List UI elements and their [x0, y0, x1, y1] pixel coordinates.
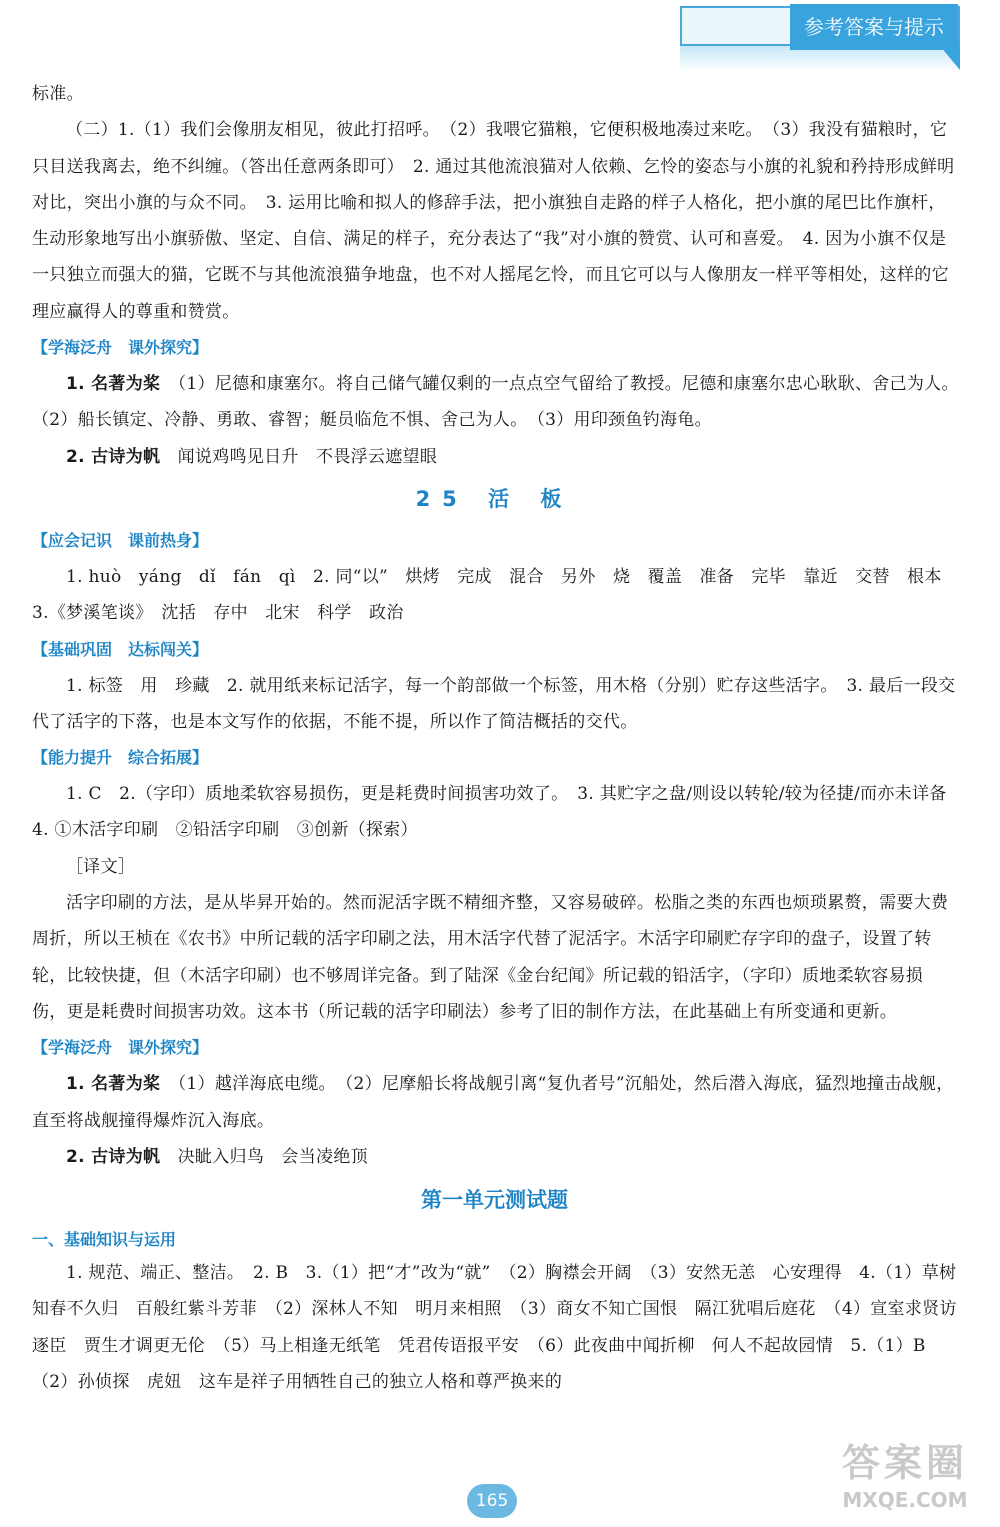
item-text: 闻说鸡鸣见日升 不畏浮云遮望眼 — [177, 446, 438, 467]
section-heading: 【应会记识 课前热身】 — [32, 530, 209, 550]
text-paragraph: 活字印刷的方法，是从毕昇开始的。然而泥活字既不精细齐整，又容易破碎。松脂之类的东西也烦琐累赘，需要大费周折，所以王桢在《农书》中所记载的活字印刷之法，用木活字代替了泥活字。木活字印刷贮存字印的盘子，设置了转轮，比较快捷，但（木活字印刷）也不够周详完备。到了陆深《金台纪闻》所记载的铅活字，（字印）质地柔软容易损伤，更是耗费时间损害功效。这本书（所记载的活字印刷法）参考了旧的制作方法，在此基础上有所变通和更新。 — [32, 893, 949, 1022]
item-label: 2. 古诗为帆 — [66, 446, 161, 467]
text-paragraph: 1. huò yáng dǐ fán qì 2. 同“以” 烘烤 完成 混合 另外 烧 覆盖 准备 完毕 靠近 交替 根本 3.《梦溪笔谈》 沈括 存中 北宋 科学 政治 — [32, 566, 959, 624]
section-heading: 【基础巩固 达标闯关】 — [32, 639, 209, 659]
watermark-bottom: MXQE.COM — [842, 1488, 968, 1512]
text-paragraph: （二）1.（1）我们会像朋友相见，彼此打招呼。 （2）我喂它猫粮，它便积极地凑过来吃。 （3）我没有猫粮时，它只目送我离去，绝不纠缠。（答出任意两条即可） 2. 通过其他流浪猫对人依赖、乞怜的姿态与小旗的礼貌和矜持形成鲜明对比，突出小旗的与众不同。 3. 运用比喻和拟人的修辞手法，把小旗独自走路的样子人格化，把小旗的尾巴比作旗杆，生动形象地写出小旗骄傲、坚定、自信、满足的样子，充分表达了“我”对小旗的赞赏、认可和喜爱。 4. 因为小旗不仅是一只独立而强大的猫，它既不与其他流浪猫争地盘，也不对人摇尾乞怜，而且它可以与人像朋友一样平等相处，这样的它理应赢得人的尊重和赞赏。 — [32, 120, 955, 322]
item-label: 1. 名著为桨 — [66, 1074, 161, 1095]
text-paragraph: 1. 规范、端正、整洁。 2. B 3.（1）把“才”改为“就” （2）胸襟会开阔 （3）安然无恙 心安理得 4.（1）草树知春不久归 百般红紫斗芳菲 （2）深林人不知 明月来相照 （3）商女不知亡国恨 隔江犹唱后庭花 （4）宣室求贤访逐臣 贾生才调更无伦 （5）马上相逢无纸笔 凭君传语报平安 （6）此夜曲中闻折柳 何人不起故园情 5.（1）B （2）孙侦探 虎妞 这车是祥子用牺牲自己的独立人格和尊严换来的 — [32, 1263, 957, 1393]
text-paragraph: 1. 标签 用 珍藏 2. 就用纸来标记活字，每一个韵部做一个标签，用木格（分别）贮存这些活字。 3. 最后一段交代了活字的下落，也是本文写作的依据，不能不提，所以作了简洁概括的交代。 — [32, 675, 956, 732]
answer-content — [32, 76, 968, 1400]
text-paragraph — [32, 1066, 957, 1139]
text-line: 标准。 — [32, 84, 84, 104]
unit-test-title: 第一单元测试题 — [421, 1188, 568, 1213]
item-text: 决眦入归鸟 会当凌绝顶 — [177, 1146, 368, 1167]
watermark-top: 答案圈 — [841, 1441, 968, 1485]
item-text: （1）越洋海底电缆。 （2）尼摩船长将战舰引离“复仇者号”沉船处，然后潜入海底，猛烈地撞击战舰，直至将战舰撞得爆炸沉入海底。 — [32, 1074, 954, 1131]
text-paragraph: 1. C 2.（字印）质地柔软容易损伤，更是耗费时间损害功效了。 3. 其贮字之盘/则设以转轮/较为径捷/而亦未详备 4. ①木活字印刷 ②铅活字印刷 ③创新（探索） — [32, 784, 964, 841]
section-heading: 【能力提升 综合拓展】 — [32, 748, 209, 768]
section-heading: 【学海泛舟 课外探究】 — [32, 338, 209, 358]
lesson-title: 25 活 板 — [415, 486, 574, 511]
item-label: 2. 古诗为帆 — [66, 1146, 161, 1167]
header-corner-mark — [940, 46, 960, 70]
item-text: （1）尼德和康塞尔。将自己储气罐仅剩的一点点空气留给了教授。尼德和康塞尔忠心耿耿、舍己为人。 （2）船长镇定、冷静、勇敢、睿智；艇员临危不惧、舍己为人。 （3）用印颈鱼钓海龟。 — [32, 374, 968, 431]
page-number: 165 — [467, 1484, 517, 1518]
translation-label: ［译文］ — [66, 856, 136, 877]
section-heading: 【学海泛舟 课外探究】 — [32, 1038, 209, 1058]
text-paragraph — [32, 366, 968, 439]
subsection-heading: 一、基础知识与运用 — [32, 1230, 177, 1250]
header-title: 参考答案与提示 — [790, 4, 958, 50]
item-label: 1. 名著为桨 — [66, 374, 161, 395]
text-paragraph — [32, 1139, 957, 1175]
text-paragraph — [32, 439, 957, 475]
watermark-logo — [820, 1440, 990, 1522]
